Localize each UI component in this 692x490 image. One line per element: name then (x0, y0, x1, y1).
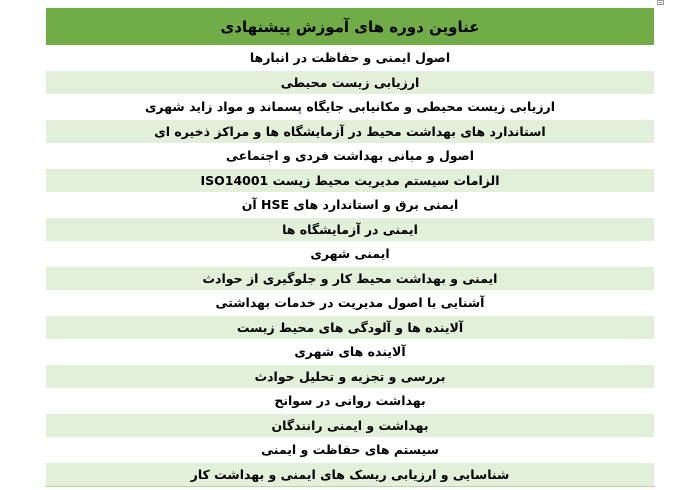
table-cell: ایمنی شهری (46, 242, 655, 267)
table-row (46, 364, 655, 389)
table-move-handle-icon[interactable] (657, 0, 664, 5)
table-row (46, 70, 655, 95)
table-cell: آلاینده ها و آلودگی های محیط زیست (46, 315, 655, 340)
table-row (46, 389, 655, 414)
table-cell: اصول و مبانی بهداشت فردی و اجتماعی (46, 144, 655, 169)
table-cell: آشنایی با اصول مدیریت در خدمات بهداشتی (46, 291, 655, 316)
table-cell: بهداشت و ایمنی رانندگان (46, 413, 655, 438)
table-cell: ایمنی در آزمایشگاه ها (46, 217, 655, 242)
table-cell: ایمنی برق و استاندارد های HSE آن (46, 193, 655, 218)
table-header: عناوین دوره های آموزش پیشنهادی (46, 8, 655, 46)
table-row (46, 340, 655, 365)
table-row (46, 144, 655, 169)
table-header-row (46, 8, 655, 46)
table-cell: الزامات سیستم مدیریت محیط زیست ISO14001 (46, 168, 655, 193)
table-row (46, 46, 655, 71)
table-cell: بهداشت روانی در سوانح (46, 389, 655, 414)
table-row (46, 242, 655, 267)
table-row (46, 462, 655, 487)
table-row (46, 119, 655, 144)
table-row (46, 413, 655, 438)
table-cell: اصول ایمنی و حفاظت در انبارها (46, 46, 655, 71)
table-row (46, 438, 655, 463)
table-cell: ارزیابی زیست محیطی (46, 70, 655, 95)
courses-table (45, 7, 655, 487)
table-row (46, 315, 655, 340)
table-cell: بررسی و تجزیه و تحلیل حوادث (46, 364, 655, 389)
table-row (46, 193, 655, 218)
table-cell: ارزیابی زیست محیطی و مکانیابی جایگاه پسماند و مواد زاید شهری (46, 95, 655, 120)
table-cell: استاندارد های بهداشت محیط در آزمایشگاه ها و مراکز ذخیره ای (46, 119, 655, 144)
table-cell: ایمنی و بهداشت محیط کار و جلوگیری از حوادث (46, 266, 655, 291)
table-row (46, 291, 655, 316)
table-cell: سیستم های حفاظت و ایمنی (46, 438, 655, 463)
table-cell: شناسایی و ارزیابی ریسک های ایمنی و بهداشت کار (46, 462, 655, 487)
table-row (46, 266, 655, 291)
table-row (46, 95, 655, 120)
table-cell: آلاینده های شهری (46, 340, 655, 365)
table-row (46, 168, 655, 193)
table-row (46, 217, 655, 242)
